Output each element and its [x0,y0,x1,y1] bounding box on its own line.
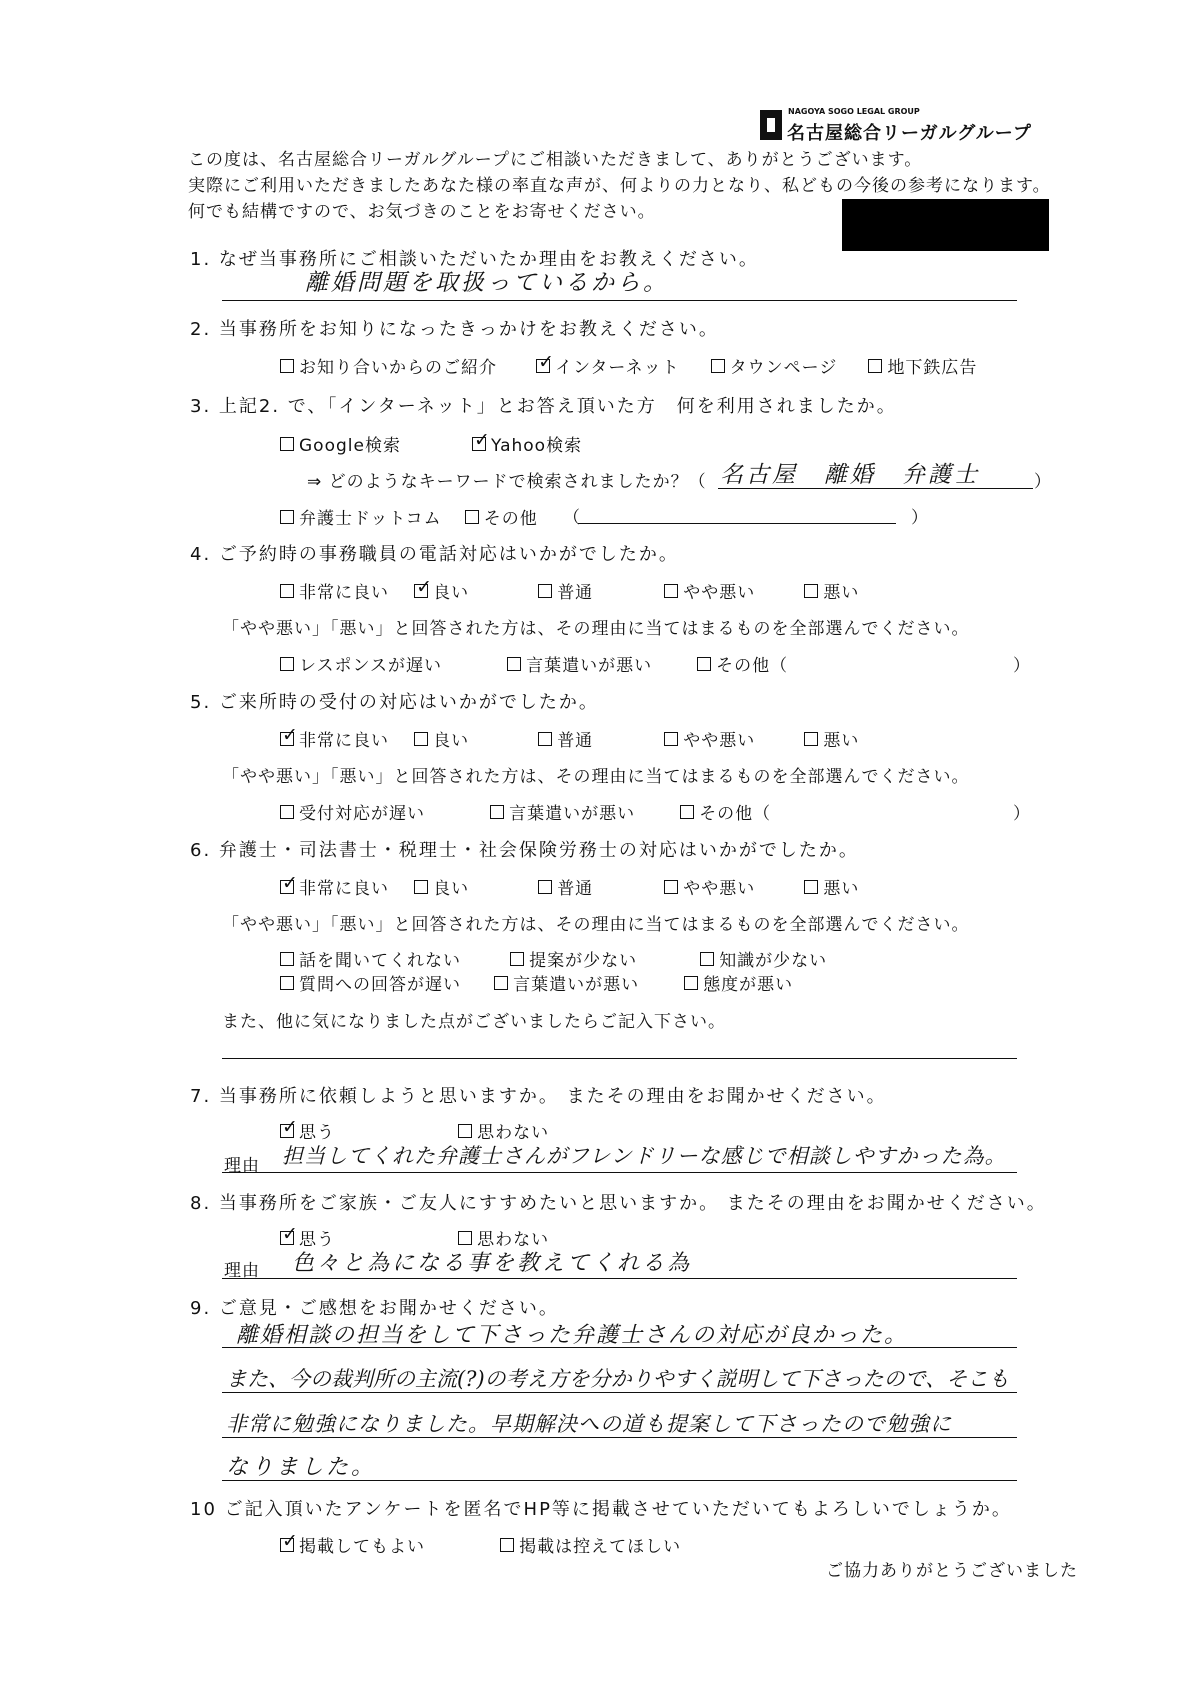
checkbox-checked-icon[interactable] [280,1231,294,1245]
checkbox-icon[interactable] [804,732,818,746]
checkbox-checked-icon[interactable] [280,880,294,894]
q10-option-allow[interactable]: ✓ 掲載してもよい [280,1532,425,1557]
other-close: ） [911,508,929,528]
checkbox-icon[interactable] [494,976,508,990]
q5-option-slightly-bad[interactable]: やや悪い [664,726,755,751]
checkbox-icon[interactable] [664,880,678,894]
checkbox-icon[interactable] [538,584,552,598]
question-9: 9. ご意見・ご感想をお聞かせください。 [190,1298,559,1319]
q5-option-normal[interactable]: 普通 [538,726,593,751]
logo-caption: NAGOYA SOGO LEGAL GROUP [788,107,920,116]
checkbox-icon[interactable] [280,657,294,671]
checkbox-icon[interactable] [804,584,818,598]
checkbox-icon[interactable] [664,584,678,598]
question-3: 3. 上記2. で、「インターネット」とお答え頂いた方 何を利用されましたか。 [190,396,897,417]
q3-option-google[interactable]: Google検索 [280,431,401,456]
checkbox-icon[interactable] [510,952,524,966]
q9-answer-line-2: また、今の裁判所の主流(?)の考え方を分かりやすく説明して下さったので、そこも [226,1367,1010,1391]
checkbox-icon[interactable] [280,510,294,524]
q4-option-normal[interactable]: 普通 [538,578,593,603]
q6-reasons-row-2 [280,970,793,995]
logo-name: 名古屋総合リーガルグループ [787,123,1032,144]
q7-reason-label: 理由 [224,1156,260,1176]
logo-icon [760,110,782,140]
keyword-line [718,488,1033,489]
q6-options [280,874,859,899]
q4-reason-wording[interactable]: 言葉遣いが悪い [507,651,652,676]
question-10: 10 ご記入頂いたアンケートを匿名でHP等に掲載させていただいてもよろしいでしょうか。 [190,1499,1012,1520]
answer-1: 離婚問題を取扱っているから。 [305,270,669,296]
q8-option-no[interactable]: 思わない [458,1225,549,1250]
checkbox-icon[interactable] [538,880,552,894]
intro-line-2: 実際にご利用いただきましたあなた様の率直な声が、何よりの力となり、私どもの今後の参考になります。 [188,176,1051,196]
q8-option-yes[interactable]: ✓ 思う [280,1225,335,1250]
q5-close: ） [1013,804,1031,824]
checkbox-icon[interactable] [280,976,294,990]
checkbox-checked-icon[interactable] [536,359,550,373]
q9-answer-line-4: なりました。 [226,1455,377,1480]
checkbox-icon[interactable] [868,359,882,373]
q6-reason-little-knowledge[interactable]: 知識が少ない [700,946,827,971]
q4-option-very-good[interactable]: 非常に良い [280,578,389,603]
checkbox-icon[interactable] [458,1124,472,1138]
q4-options [280,578,859,603]
checkbox-icon[interactable] [280,359,294,373]
q5-reason-wording[interactable]: 言葉遣いが悪い [490,799,635,824]
question-1: 1. なぜ当事務所にご相談いただいたか理由をお教えください。 [190,249,759,270]
q3-options-2 [280,504,538,529]
checkbox-checked-icon[interactable] [280,732,294,746]
redaction-box [842,199,1049,251]
checkbox-icon[interactable] [507,657,521,671]
q5-reason-other[interactable]: その他（ [680,799,771,824]
q6-reason-wording[interactable]: 言葉遣いが悪い [494,970,639,995]
q8-reason-answer: 色々と為になる事を教えてくれる為 [292,1251,693,1276]
q4-option-slightly-bad[interactable]: やや悪い [664,578,755,603]
q3-option-yahoo[interactable]: ✓ Yahoo検索 [472,431,582,456]
q7-option-no[interactable]: 思わない [458,1118,549,1143]
q6-option-good[interactable]: 良い [414,874,469,899]
q5-followup: 「やや悪い」「悪い」と回答された方は、その理由に当てはまるものを全部選んでください。 [222,767,970,787]
q8-reason-label: 理由 [224,1261,260,1281]
q6-other-prompt: また、他に気になりました点がございましたらご記入下さい。 [222,1012,726,1032]
q3-option-bengoshi-dotcom[interactable]: 弁護士ドットコム [280,504,442,529]
intro-line-3: 何でも結構ですので、お気づきのことをお寄せください。 [188,202,656,222]
q6-followup: 「やや悪い」「悪い」と回答された方は、その理由に当てはまるものを全部選んでください。 [222,915,970,935]
checkbox-icon[interactable] [664,732,678,746]
q8-reason-line [222,1278,1017,1279]
q6-option-bad[interactable]: 悪い [804,874,859,899]
checkbox-checked-icon[interactable] [472,437,486,451]
checkbox-icon[interactable] [490,805,504,819]
q9-rule-3 [222,1437,1017,1438]
q6-reason-few-proposals[interactable]: 提案が少ない [510,946,637,971]
q6-reasons-row-1 [280,946,827,971]
keyword-close: ） [1034,472,1052,492]
keyword-answer: 名古屋 離婚 弁護士 [720,462,980,488]
q6-reason-slow-answers[interactable]: 質問への回答が遅い [280,970,461,995]
question-4: 4. ご予約時の事務職員の電話対応はいかがでしたか。 [190,544,679,565]
q7-reason-line [222,1172,1017,1173]
checkbox-icon[interactable] [280,805,294,819]
checkbox-icon[interactable] [280,584,294,598]
checkbox-checked-icon[interactable] [280,1538,294,1552]
q9-rule-2 [222,1392,1017,1393]
checkbox-icon[interactable] [684,976,698,990]
q4-reason-slow[interactable]: レスポンスが遅い [280,651,442,676]
checkbox-icon[interactable] [697,657,711,671]
q6-option-normal[interactable]: 普通 [538,874,593,899]
checkbox-icon[interactable] [700,952,714,966]
question-2: 2. 当事務所をお知りになったきっかけをお教えください。 [190,319,719,340]
q7-option-yes[interactable]: ✓ 思う [280,1118,335,1143]
answer-1-line [222,300,1017,301]
q9-answer-line-3: 非常に勉強になりました。早期解決への道も提案して下さったので勉強に [226,1412,952,1436]
q5-option-very-good[interactable]: ✓ 非常に良い [280,726,389,751]
q2-option-internet[interactable]: ✓ インターネット [536,353,679,378]
closing-text: ご協力ありがとうございました [826,1561,1078,1581]
q10-options [280,1532,681,1557]
q2-option-subway-ad[interactable]: 地下鉄広告 [868,353,977,378]
q5-reason-slow[interactable]: 受付対応が遅い [280,799,425,824]
intro-line-1: この度は、名古屋総合リーガルグループにご相談いただきまして、ありがとうございます。 [188,150,923,170]
checkbox-checked-icon[interactable] [280,1124,294,1138]
q4-option-bad[interactable]: 悪い [804,578,859,603]
q7-reason-answer: 担当してくれた弁護士さんがフレンドリーな感じで相談しやすかった為。 [282,1144,1007,1168]
question-7: 7. 当事務所に依頼しようと思いますか。 またその理由をお聞かせください。 [190,1086,887,1107]
q4-reasons [280,651,788,676]
checkbox-icon[interactable] [680,805,694,819]
q4-close: ） [1013,656,1031,676]
checkbox-icon[interactable] [458,1231,472,1245]
q5-options [280,726,859,751]
q5-reasons [280,799,771,824]
question-5: 5. ご来所時の受付の対応はいかがでしたか。 [190,692,599,713]
q3-option-other[interactable]: その他 [465,504,538,529]
q6-reason-attitude[interactable]: 態度が悪い [684,970,793,995]
checkbox-icon[interactable] [280,437,294,451]
checkbox-icon[interactable] [280,952,294,966]
checkbox-icon[interactable] [500,1538,514,1552]
other-open: （ [563,508,581,528]
q2-option-townpage[interactable]: タウンページ [711,353,838,378]
keyword-prompt: ⇒ どのようなキーワードで検索されましたか？（ [307,472,707,492]
checkbox-icon[interactable] [414,880,428,894]
checkbox-checked-icon[interactable] [414,584,428,598]
q9-answer-line-1: 離婚相談の担当をして下さった弁護士さんの対応が良かった。 [236,1323,909,1348]
q6-option-slightly-bad[interactable]: やや悪い [664,874,755,899]
q6-reason-not-listening[interactable]: 話を聞いてくれない [280,946,461,971]
q5-option-bad[interactable]: 悪い [804,726,859,751]
q9-rule-4 [222,1480,1017,1481]
checkbox-icon[interactable] [465,510,479,524]
q9-rule-1 [222,1347,1017,1348]
q5-option-good[interactable]: 良い [414,726,469,751]
q4-followup: 「やや悪い」「悪い」と回答された方は、その理由に当てはまるものを全部選んでください。 [222,619,970,639]
q3-options [280,431,582,456]
q4-reason-other[interactable]: その他（ [697,651,788,676]
checkbox-icon[interactable] [711,359,725,373]
checkbox-icon[interactable] [538,732,552,746]
q2-options [280,353,977,378]
q6-option-very-good[interactable]: ✓ 非常に良い [280,874,389,899]
question-8: 8. 当事務所をご家族・ご友人にすすめたいと思いますか。 またその理由をお聞かせください。 [190,1193,1047,1214]
checkbox-icon[interactable] [414,732,428,746]
q6-other-line[interactable] [222,1058,1017,1059]
q2-option-acquaintance[interactable]: お知り合いからのご紹介 [280,353,497,378]
q4-option-good[interactable]: ✓ 良い [414,578,469,603]
q10-option-decline[interactable]: 掲載は控えてほしい [500,1532,681,1557]
question-6: 6. 弁護士・司法書士・税理士・社会保険労務士の対応はいかがでしたか。 [190,840,859,861]
other-line[interactable] [578,523,896,524]
checkbox-icon[interactable] [804,880,818,894]
